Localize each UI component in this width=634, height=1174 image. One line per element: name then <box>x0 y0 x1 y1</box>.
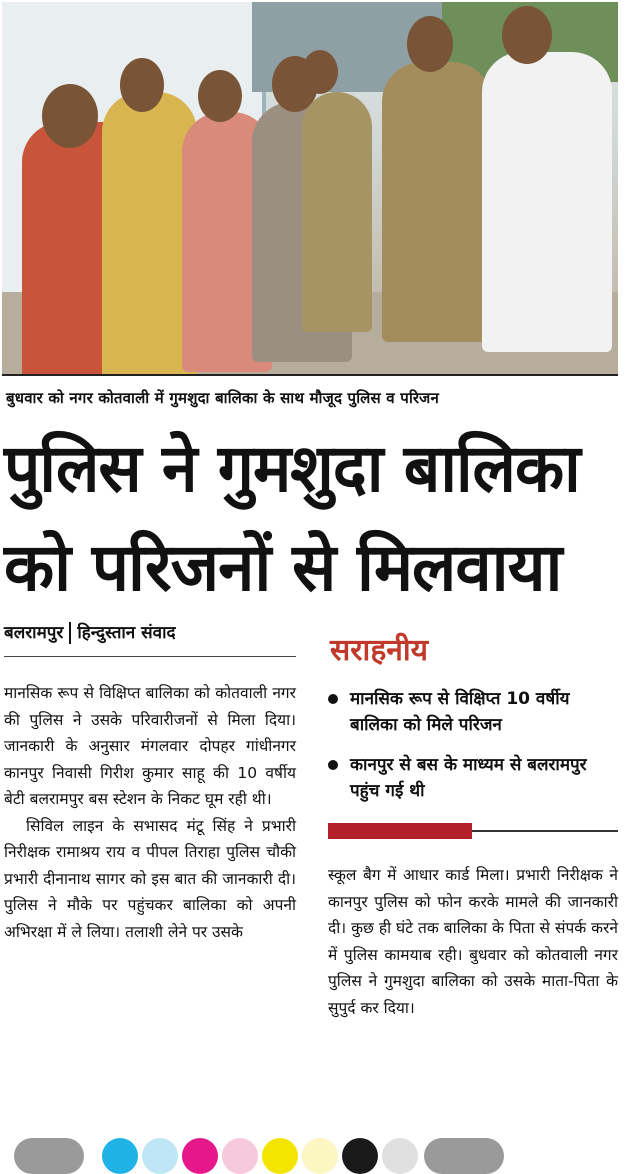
byline <box>4 620 176 644</box>
photo-caption: बुधवार को नगर कोतवाली में गुमशुदा बालिका के साथ मौजूद पुलिस व परिजन <box>6 389 440 407</box>
person-head <box>407 16 453 72</box>
swatch-light-yellow <box>302 1138 338 1174</box>
print-color-swatches <box>0 1138 634 1156</box>
news-photo <box>2 2 618 376</box>
sidebar-bullet <box>328 686 618 738</box>
swatch-light-magenta <box>222 1138 258 1174</box>
person-man-2 <box>482 52 612 352</box>
swatch-light-grey <box>382 1138 418 1174</box>
divider-rule <box>4 656 296 657</box>
swatch-cyan <box>102 1138 138 1174</box>
swatch-grey <box>14 1138 84 1174</box>
swatch-light-cyan <box>142 1138 178 1174</box>
byline-place: बलरामपुर <box>4 623 64 643</box>
body-paragraph-3: स्कूल बैग में आधार कार्ड मिला। प्रभारी निरीक्षक ने कानपुर पुलिस को फोन करके मामले की जानकारी दी। कुछ ही घंटे तक बालिका के पिता से संपर्क करने में पुलिस कामयाब रही। बुधवार को कोतवाली नगर पुलिस ने गुमशुदा बालिका को उसके माता-पिता के सुपुर्द कर दिया। <box>328 866 618 1017</box>
swatch-black <box>342 1138 378 1174</box>
byline-separator <box>69 622 71 644</box>
person-head <box>502 6 552 64</box>
headline-line-2: को परिजनों से मिलवाया <box>4 529 562 606</box>
person-head <box>42 84 98 148</box>
swatch-magenta <box>182 1138 218 1174</box>
person-police-man <box>382 62 492 342</box>
person-head <box>120 58 164 112</box>
byline-source: हिन्दुस्तान संवाद <box>77 623 176 643</box>
bullet-text: मानसिक रूप से विक्षिप्त 10 वर्षीय बालिका को मिले परिजन <box>350 689 570 735</box>
bullet-text: कानपुर से बस के माध्यम से बलरामपुर पहुंच गई थी <box>350 755 587 801</box>
sidebar-bullet <box>328 752 618 804</box>
body-paragraph-2: सिविल लाइन के सभासद मंटू सिंह ने प्रभारी निरीक्षक रामाश्रय राय व पीपल तिराहा पुलिस चौकी प्रभारी दीनानाथ सागर को इस बात की जानकारी दी। पुलिस ने मौके पर पहुंचकर बालिका को अपनी अभिरक्षा में ले लिया। तलाशी लेने पर उसके <box>4 816 296 941</box>
accent-red-bar <box>328 823 472 839</box>
sidebar-title: सराहनीय <box>330 633 429 668</box>
bullet-dot-icon <box>328 694 338 704</box>
body-column-left <box>4 680 296 945</box>
headline-line-1: पुलिस ने गुमशुदा बालिका <box>4 430 580 507</box>
bullet-dot-icon <box>328 760 338 770</box>
person-police-woman <box>302 92 372 332</box>
person-head <box>302 50 338 94</box>
swatch-grey-right <box>424 1138 504 1174</box>
body-column-right <box>328 862 618 1021</box>
person-head <box>198 70 242 122</box>
accent-rule <box>472 830 618 832</box>
swatch-yellow <box>262 1138 298 1174</box>
body-paragraph-1: मानसिक रूप से विक्षिप्त बालिका को कोतवाली नगर की पुलिस ने उसके परिवारीजनों से मिला दिया। जानकारी के अनुसार मंगलवार दोपहर गांधीनगर कानपुर निवासी गिरीश कुमार साहू की 10 वर्षीय बेटी बलरामपुर बस स्टेशन के निकट घूम रही थी। <box>4 684 296 808</box>
